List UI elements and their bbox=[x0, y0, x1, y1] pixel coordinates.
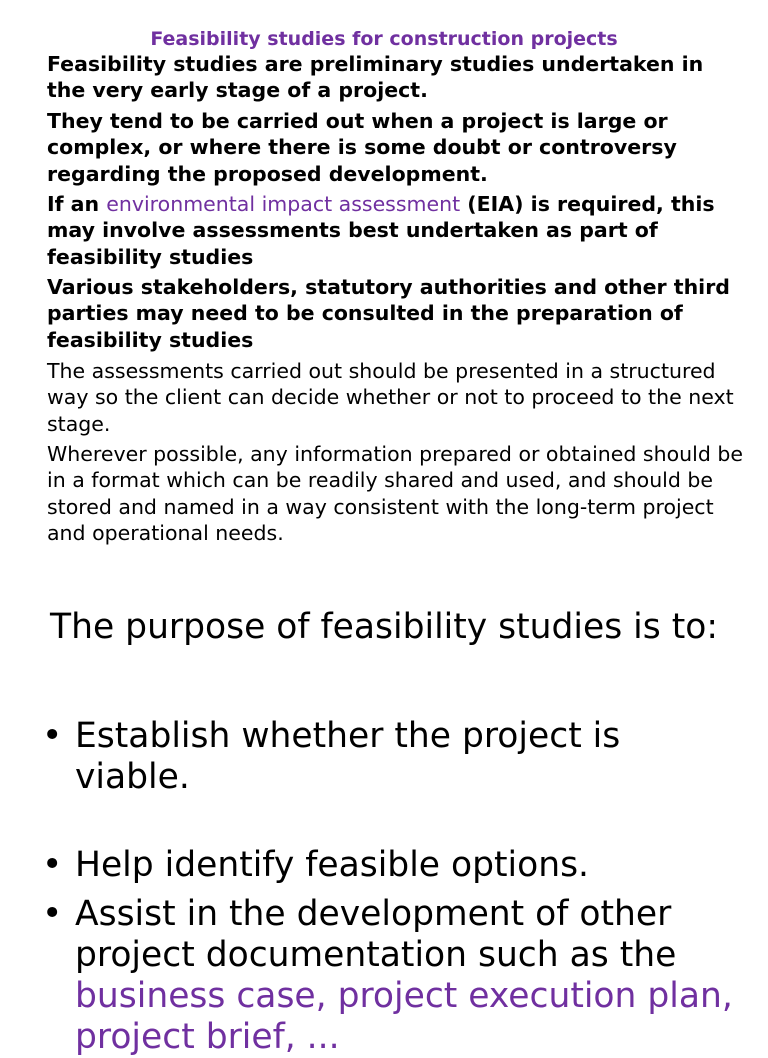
document-title: Feasibility studies for construction projects bbox=[150, 28, 618, 50]
paragraph-stakeholders: Various stakeholders, statutory authorities and other third parties may need to be consulted in the preparation of feasibility studies bbox=[47, 275, 730, 352]
paragraph-eia bbox=[47, 191, 747, 270]
bullet-dot-icon: • bbox=[42, 716, 63, 756]
paragraph-assessments: The assessments carried out should be presented in a structured way so the client can decide whether or not to proceed to the next stage. bbox=[47, 359, 734, 436]
paragraph-information-format: Wherever possible, any information prepared or obtained should be in a format which can be readily shared and used, and should be stored and named in a way consistent with the long-term project and operational needs. bbox=[47, 442, 743, 545]
bullet-text: Help identify feasible options. bbox=[75, 845, 590, 885]
paragraph-definition: Feasibility studies are preliminary studies undertaken in the very early stage of a project. bbox=[47, 52, 704, 103]
purpose-heading: The purpose of feasibility studies is to: bbox=[50, 607, 718, 647]
documentation-link[interactable]: business case, project execution plan, project brief, ... bbox=[75, 976, 733, 1057]
bullet-text-start: Assist in the development of other project documentation such as the bbox=[75, 894, 677, 975]
paragraph-eia-text-start: If an bbox=[47, 192, 107, 216]
eia-link[interactable]: environmental impact assessment bbox=[106, 192, 461, 216]
bullet-item-documentation bbox=[42, 894, 742, 1058]
paragraph-when-carried-out: They tend to be carried out when a project is large or complex, or where there is some doubt or controversy regarding the proposed development. bbox=[47, 109, 677, 186]
paragraph-eia-text-end: (EIA) is required, this may involve assessments best undertaken as part of feasibility studies bbox=[47, 192, 715, 269]
bullet-text bbox=[75, 894, 742, 1058]
bullet-text: Establish whether the project is viable. bbox=[75, 716, 621, 797]
bullet-item-options bbox=[42, 845, 742, 886]
bullet-dot-icon: • bbox=[42, 894, 63, 934]
bullet-item-viable bbox=[42, 716, 742, 798]
bullet-dot-icon: • bbox=[42, 845, 63, 885]
